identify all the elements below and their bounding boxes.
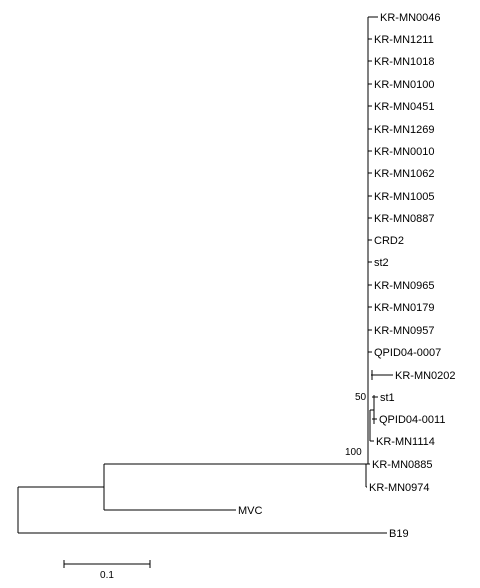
scale-bar (64, 560, 150, 581)
leaf-label-qpid04-0007: QPID04-0007 (374, 347, 442, 359)
leaf-label-kr-mn0885: KR-MN0885 (372, 459, 433, 471)
leaf-label-kr-mn1211: KR-MN1211 (374, 34, 434, 46)
leaf-label-kr-mn0100: KR-MN0100 (374, 79, 435, 91)
tree-branches (18, 17, 393, 533)
leaf-label-kr-mn0179: KR-MN0179 (374, 302, 435, 314)
leaf-label-kr-mn0974: KR-MN0974 (369, 482, 430, 494)
bootstrap-label-100: 100 (345, 447, 362, 458)
leaf-label-qpid04-0011: QPID04-0011 (379, 414, 446, 426)
leaf-label-kr-mn1114: KR-MN1114 (376, 436, 435, 448)
leaf-label-kr-mn1005: KR-MN1005 (374, 191, 435, 203)
leaf-label-kr-mn0451: KR-MN0451 (374, 101, 435, 113)
leaf-labels (238, 12, 456, 540)
leaf-label-kr-mn1018: KR-MN1018 (374, 56, 435, 68)
bootstrap-label-50: 50 (355, 392, 367, 403)
leaf-label-kr-mn0957: KR-MN0957 (374, 325, 435, 337)
leaf-label-kr-mn0010: KR-MN0010 (374, 146, 435, 158)
leaf-label-crd2: CRD2 (374, 235, 404, 247)
leaf-label-st2: st2 (374, 257, 389, 269)
leaf-label-kr-mn0965: KR-MN0965 (374, 280, 435, 292)
leaf-label-st1: st1 (380, 392, 395, 404)
leaf-label-kr-mn0046: KR-MN0046 (380, 12, 441, 24)
leaf-label-kr-mn0887: KR-MN0887 (374, 213, 435, 225)
leaf-label-kr-mn0202: KR-MN0202 (395, 370, 456, 382)
leaf-label-b19: B19 (389, 528, 409, 540)
leaf-label-kr-mn1062: KR-MN1062 (374, 168, 435, 180)
scale-bar-label: 0.1 (100, 570, 114, 581)
leaf-label-mvc: MVC (238, 505, 263, 517)
leaf-label-kr-mn1269: KR-MN1269 (374, 124, 435, 136)
bootstrap-labels (345, 392, 367, 458)
